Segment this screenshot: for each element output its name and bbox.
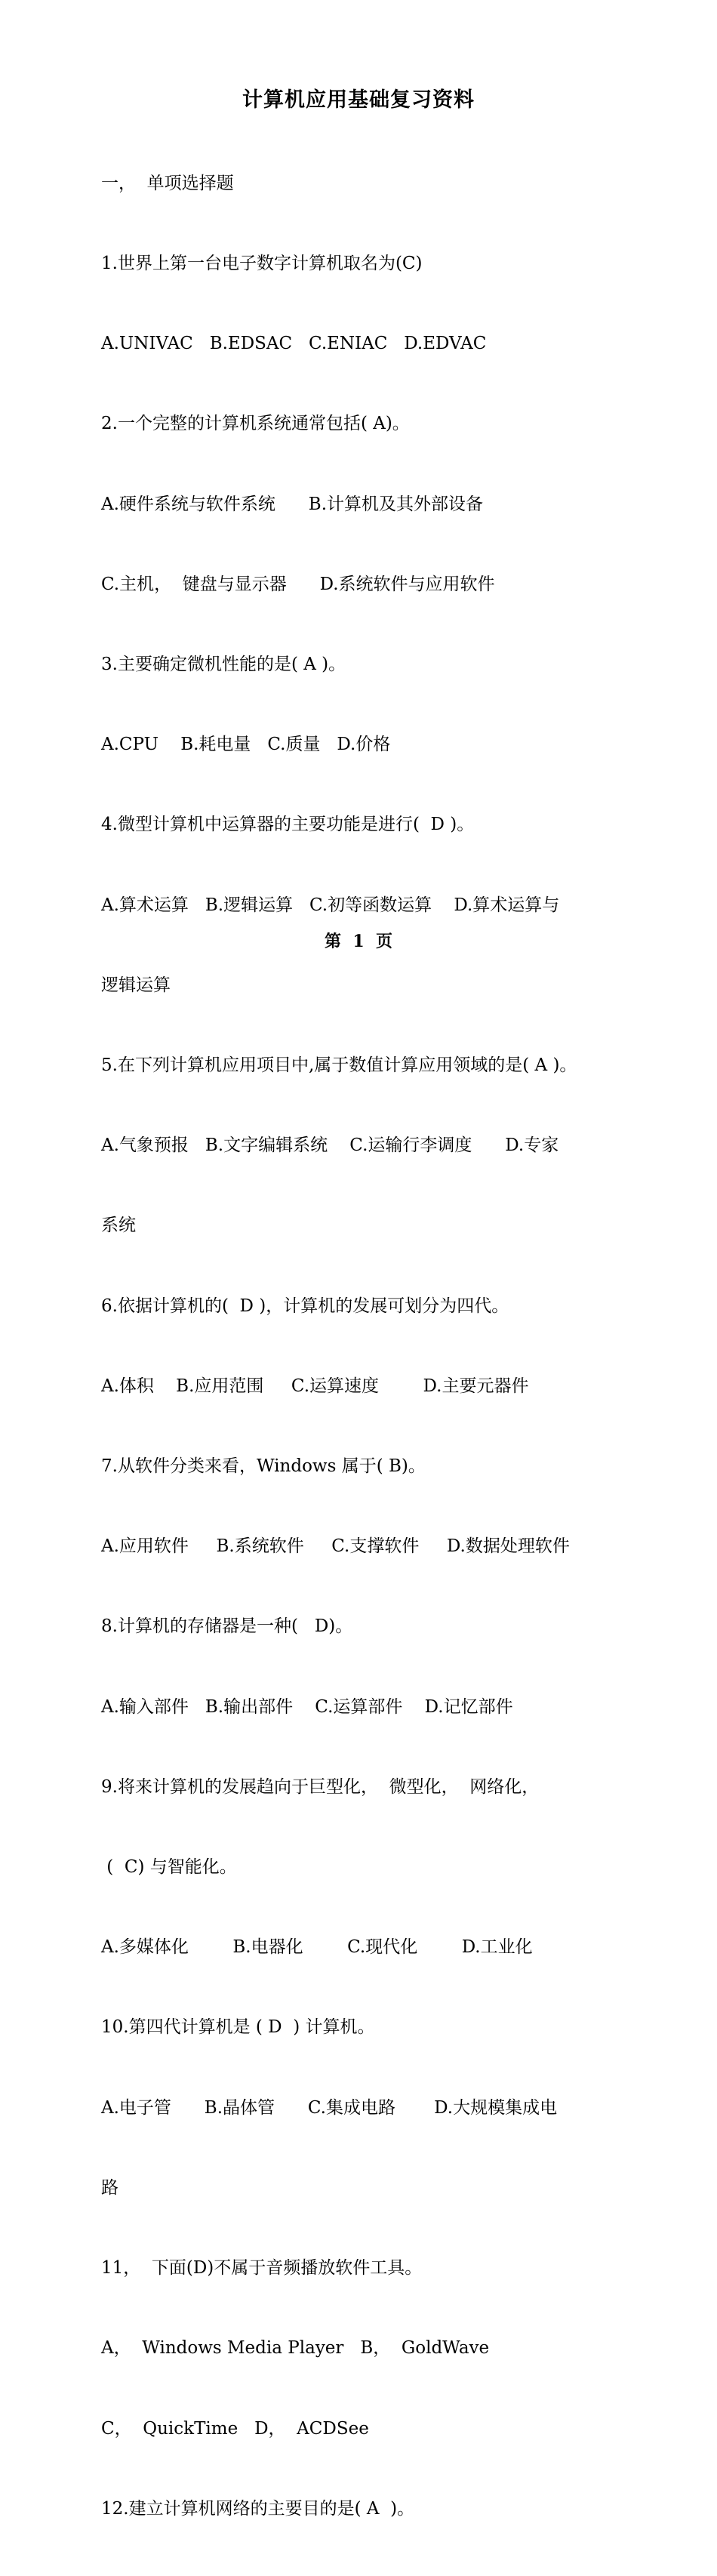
options-line-continued: 系统 bbox=[101, 1216, 136, 1236]
options-line: A.输入部件 B.输出部件 C.运算部件 D.记忆部件 bbox=[101, 1696, 513, 1717]
options-line: A.CPU B.耗电量 C.质量 D.价格 bbox=[101, 735, 391, 755]
question-line: 10.第四代计算机是 ( D ) 计算机。 bbox=[101, 2017, 375, 2038]
question-line: 8.计算机的存储器是一种( D)。 bbox=[101, 1616, 353, 1637]
options-line: A.硬件系统与软件系统 B.计算机及其外部设备 bbox=[101, 494, 483, 514]
question-line-continued: ( C) 与智能化。 bbox=[101, 1857, 237, 1878]
question-line: 1.世界上第一台电子数字计算机取名为(C) bbox=[101, 254, 423, 274]
options-line: C， QuickTime D， ACDSee bbox=[101, 2418, 369, 2439]
question-line: 2.一个完整的计算机系统通常包括( A)。 bbox=[101, 414, 410, 434]
options-line: A.体积 B.应用范围 C.运算速度 D.主要元器件 bbox=[101, 1376, 529, 1396]
question-list bbox=[101, 117, 629, 2576]
question-line: 6.依据计算机的( D )，计算机的发展可划分为四代。 bbox=[101, 1296, 509, 1316]
options-line-continued: 路 bbox=[101, 2177, 118, 2198]
question-line: 7.从软件分类来看，Windows 属于( B)。 bbox=[101, 1456, 426, 1477]
page-number: 第 1 页 bbox=[325, 932, 392, 951]
question-line: 4.微型计算机中运算器的主要功能是进行( D )。 bbox=[101, 815, 475, 835]
options-line: A.多媒体化 B.电器化 C.现代化 D.工业化 bbox=[101, 1937, 533, 1958]
question-line: 11， 下面(D)不属于音频播放软件工具。 bbox=[101, 2258, 423, 2279]
options-line: A.应用软件 B.系统软件 C.支撑软件 D.数据处理软件 bbox=[101, 1536, 570, 1557]
question-line: 9.将来计算机的发展趋向于巨型化， 微型化， 网络化， bbox=[101, 1776, 540, 1797]
section-heading: 一， 单项选择题 bbox=[101, 173, 234, 193]
options-line: A.气象预报 B.文字编辑系统 C.运输行李调度 D.专家 bbox=[101, 1135, 559, 1156]
question-line: 5.在下列计算机应用项目中,属于数值计算应用领域的是( A )。 bbox=[101, 1055, 577, 1076]
options-line-continued: 逻辑运算 bbox=[101, 975, 171, 995]
options-line: C.主机， 键盘与显示器 D.系统软件与应用软件 bbox=[101, 574, 495, 594]
options-line: A.UNIVAC B.EDSAC C.ENIAC D.EDVAC bbox=[101, 334, 487, 354]
question-line: 12.建立计算机网络的主要目的是( A )。 bbox=[101, 2498, 415, 2519]
document-title: 计算机应用基础复习资料 bbox=[242, 88, 475, 112]
options-line: A， Windows Media Player B， GoldWave bbox=[101, 2338, 490, 2359]
options-line: A.电子管 B.晶体管 C.集成电路 D.大规模集成电 bbox=[101, 2097, 558, 2118]
options-line: A.算术运算 B.逻辑运算 C.初等函数运算 D.算术运算与 bbox=[101, 895, 560, 915]
question-line: 3.主要确定微机性能的是( A )。 bbox=[101, 655, 346, 675]
